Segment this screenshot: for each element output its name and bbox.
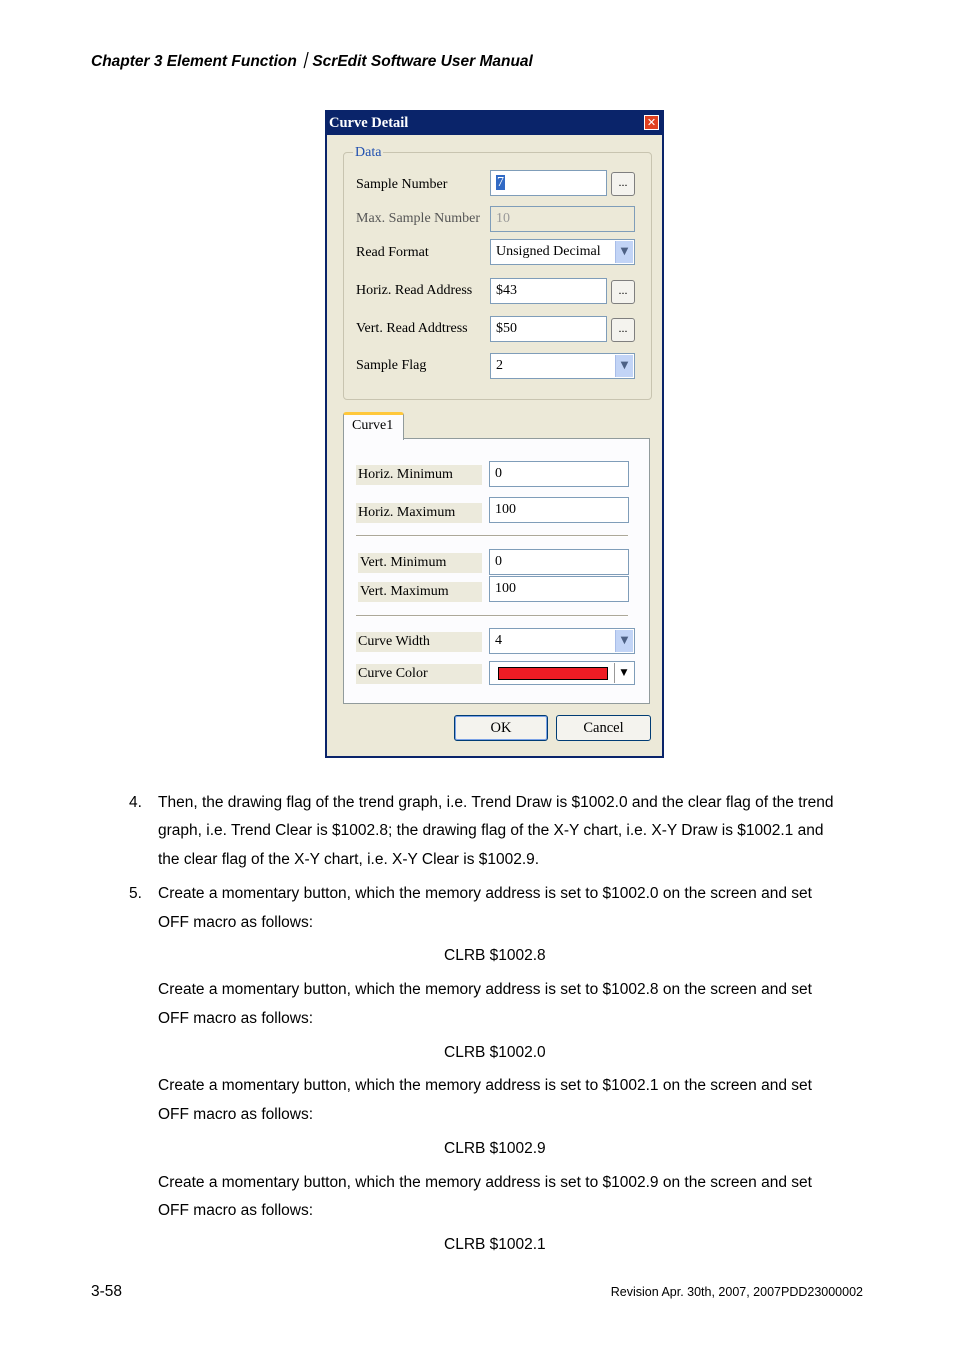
horiz-read-address-input[interactable]: $43	[490, 278, 607, 304]
horiz-maximum-label: Horiz. Maximum	[356, 503, 482, 523]
chevron-down-icon[interactable]: ▼	[615, 630, 633, 652]
paragraph-line: Create a momentary button, which the memory address is set to $1002.9 on the screen and set	[158, 1174, 812, 1191]
paragraph-line: OFF macro as follows:	[158, 1202, 314, 1219]
vert-read-browse-button[interactable]: ...	[611, 318, 635, 342]
curve-width-label: Curve Width	[356, 632, 482, 652]
max-sample-number-label: Max. Sample Number	[356, 211, 481, 226]
max-sample-number-input: 10	[490, 206, 635, 232]
page-number: 3-58	[91, 1283, 123, 1300]
paragraph-line: Create a momentary button, which the memory address is set to $1002.8 on the screen and set	[158, 981, 812, 998]
sample-flag-value: 2	[496, 358, 503, 373]
horiz-read-address-label: Horiz. Read Address	[356, 283, 473, 298]
macro-code: CLRB $1002.1	[444, 1236, 546, 1253]
chevron-down-icon[interactable]: ▼	[615, 355, 633, 377]
paragraph-line: graph, i.e. Trend Clear is $1002.8; the drawing flag of the X-Y chart, i.e. X-Y Draw is $1002.1 and	[158, 822, 824, 839]
read-format-select[interactable]	[490, 239, 635, 265]
sample-number-input[interactable]	[490, 170, 607, 196]
macro-code: CLRB $1002.8	[444, 947, 546, 964]
sample-flag-select[interactable]	[490, 353, 635, 379]
cancel-button[interactable]: Cancel	[556, 715, 651, 741]
paragraph-line: OFF macro as follows:	[158, 914, 314, 931]
step-number: 5.	[129, 885, 142, 902]
sample-flag-label: Sample Flag	[356, 358, 427, 373]
curve-width-select[interactable]	[489, 628, 635, 654]
vert-maximum-label: Vert. Maximum	[358, 582, 482, 602]
curve-detail-dialog	[325, 110, 664, 758]
close-icon[interactable]: ✕	[644, 115, 659, 130]
vert-minimum-label: Vert. Minimum	[358, 553, 482, 573]
paragraph-line: Create a momentary button, which the memory address is set to $1002.1 on the screen and set	[158, 1077, 812, 1094]
tab-curve1[interactable]: Curve1	[343, 412, 404, 440]
paragraph-line: the clear flag of the X-Y chart, i.e. X-Y Clear is $1002.9.	[158, 851, 540, 868]
vert-read-address-label: Vert. Read Addtress	[356, 321, 468, 336]
macro-code: CLRB $1002.9	[444, 1140, 546, 1157]
curve-width-value: 4	[495, 633, 502, 648]
paragraph-line: Then, the drawing flag of the trend graph, i.e. Trend Draw is $1002.0 and the clear flag of the trend	[158, 794, 834, 811]
curve-color-label: Curve Color	[356, 664, 482, 684]
horiz-read-browse-button[interactable]: ...	[611, 280, 635, 304]
sample-number-label: Sample Number	[356, 177, 448, 192]
revision-note: Revision Apr. 30th, 2007, 2007PDD23000002	[610, 1285, 863, 1299]
horiz-maximum-input[interactable]: 100	[489, 497, 629, 523]
step-number: 4.	[129, 794, 142, 811]
macro-code: CLRB $1002.0	[444, 1044, 546, 1061]
separator	[356, 535, 628, 537]
dialog-titlebar	[327, 112, 662, 135]
ok-button[interactable]: OK	[454, 715, 548, 741]
separator	[356, 615, 628, 617]
sample-number-value: 7	[497, 175, 504, 190]
horiz-minimum-input[interactable]: 0	[489, 461, 629, 487]
data-group-title: Data	[355, 145, 382, 160]
read-format-label: Read Format	[356, 245, 429, 260]
dialog-title: Curve Detail	[329, 115, 409, 131]
curve-color-swatch	[498, 667, 608, 680]
curve-tab-panel	[343, 438, 650, 704]
paragraph-line: OFF macro as follows:	[158, 1010, 314, 1027]
read-format-value: Unsigned Decimal	[496, 244, 601, 259]
chapter-header: Chapter 3 Element Function｜ScrEdit Software User Manual	[91, 53, 533, 70]
dropdown-arrow-icon[interactable]: ▼	[614, 663, 633, 683]
sample-number-browse-button[interactable]: ...	[611, 172, 635, 196]
curve-color-picker[interactable]	[489, 661, 635, 685]
vert-maximum-input[interactable]: 100	[489, 576, 629, 602]
paragraph-line: OFF macro as follows:	[158, 1106, 314, 1123]
vert-minimum-input[interactable]: 0	[489, 549, 629, 575]
horiz-minimum-label: Horiz. Minimum	[356, 465, 482, 485]
chevron-down-icon[interactable]: ▼	[615, 241, 633, 263]
paragraph-line: Create a momentary button, which the memory address is set to $1002.0 on the screen and set	[158, 885, 812, 902]
vert-read-address-input[interactable]: $50	[490, 316, 607, 342]
